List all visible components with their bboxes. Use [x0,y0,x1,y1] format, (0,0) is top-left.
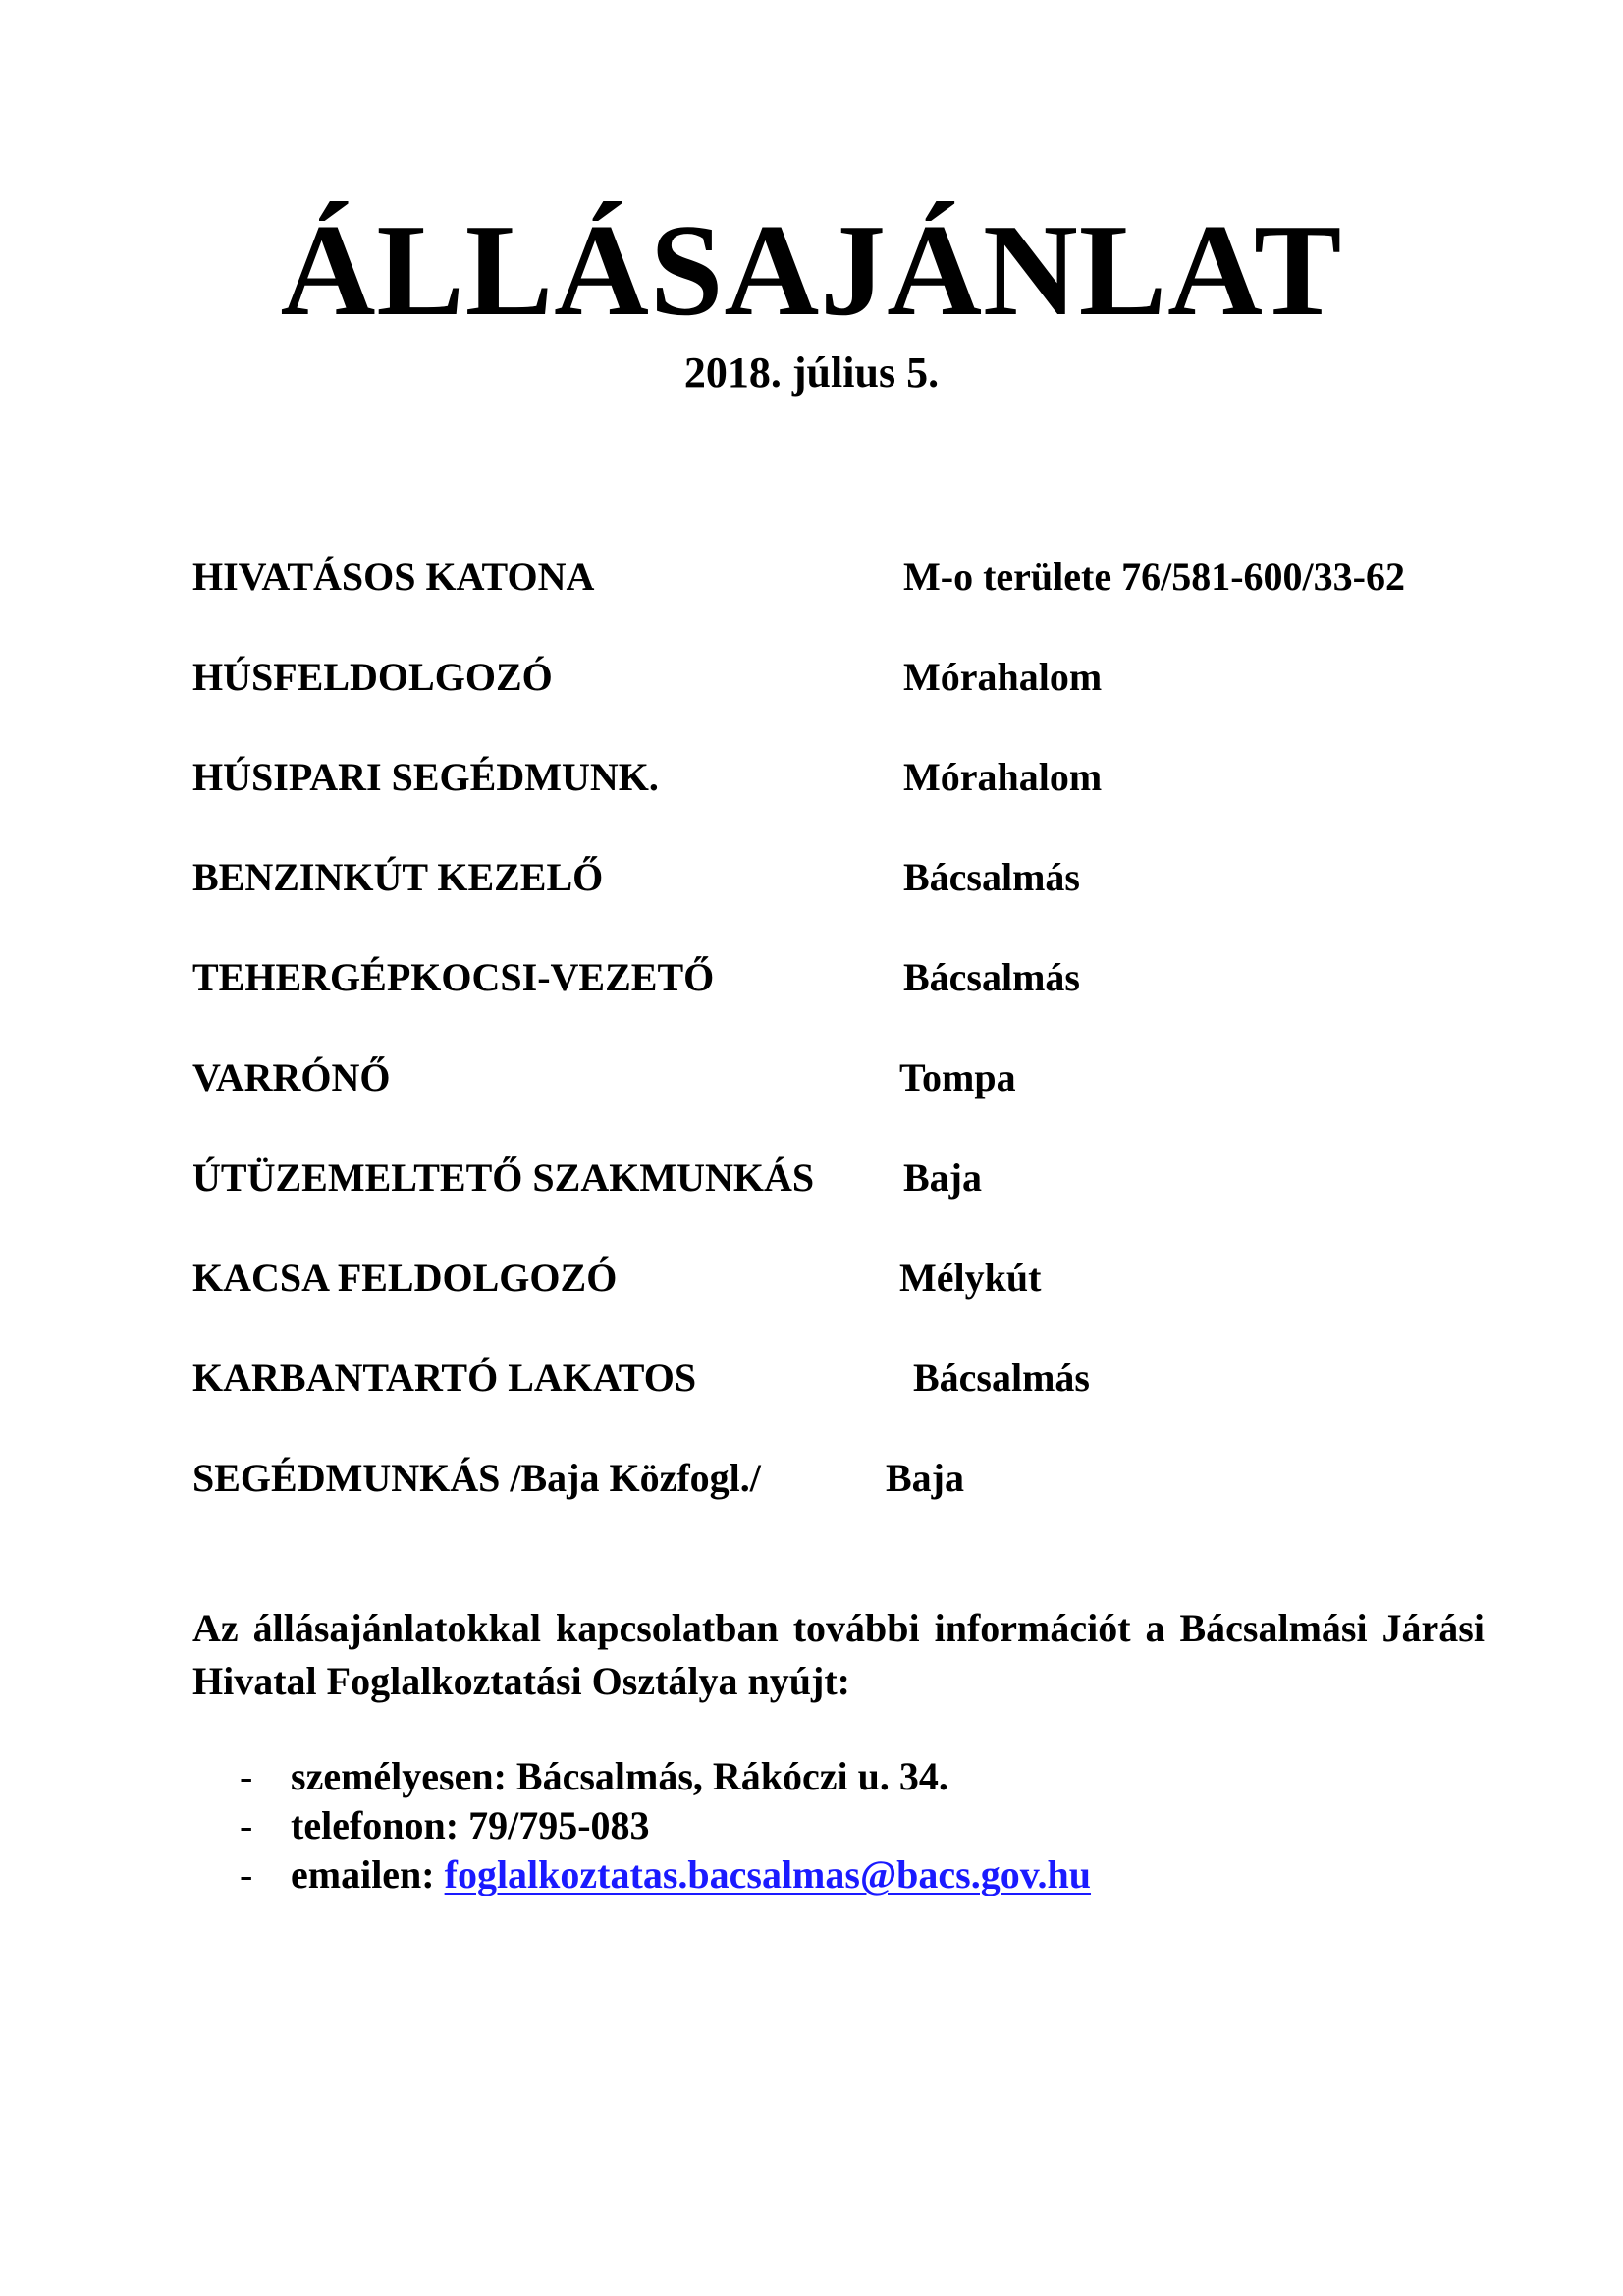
job-row [192,548,1528,607]
job-title: KARBANTARTÓ LAKATOS [192,1356,697,1400]
document-title: ÁLLÁSAJÁNLAT [280,197,1343,343]
contact-email-line [291,1850,1091,1899]
job-row [192,648,1528,707]
job-title: KACSA FELDOLGOZÓ [192,1255,618,1300]
info-paragraph: Az állásajánlatokkal kapcsolatban további információt a Bácsalmási Járási Hivatal Foglalkoztatási Osztálya nyújt: [192,1606,1485,1703]
contact-phone-number: telefonon: 79/795-083 [291,1803,650,1847]
job-location: Bácsalmás [903,855,1080,899]
list-dash: - [240,1852,253,1896]
job-row [192,848,1528,907]
job-title: VARRÓNŐ [192,1055,391,1099]
job-location: Mélykút [899,1255,1042,1300]
job-location: M-o területe 76/581-600/33-62 [903,555,1405,599]
job-title: SEGÉDMUNKÁS /Baja Közfogl./ [192,1456,761,1500]
job-location: Baja [903,1155,982,1200]
email-link[interactable]: foglalkoztatas.bacsalmas@bacs.gov.hu [444,1852,1092,1896]
job-title: TEHERGÉPKOCSI-VEZETŐ [192,955,715,999]
job-location: Mórahalom [903,655,1103,699]
job-row [192,1449,1528,1508]
document-date: 2018. július 5. [683,348,940,397]
contact-address: személyesen: Bácsalmás, Rákóczi u. 34. [291,1754,948,1798]
job-title: HIVATÁSOS KATONA [192,555,595,599]
job-location: Bácsalmás [913,1356,1090,1400]
job-location: Baja [886,1456,964,1500]
job-location: Tompa [899,1055,1016,1099]
job-row [192,748,1528,807]
job-title: BENZINKÚT KEZELŐ [192,855,604,899]
job-title: ÚTÜZEMELTETŐ SZAKMUNKÁS [192,1155,815,1200]
email-label: emailen: [291,1852,445,1896]
job-row [192,1349,1528,1408]
list-dash: - [240,1803,253,1847]
job-title: HÚSIPARI SEGÉDMUNK. [192,755,659,799]
job-row [192,948,1528,1007]
job-row [192,1148,1528,1207]
job-title: HÚSFELDOLGOZÓ [192,655,553,699]
job-row [192,1048,1528,1107]
job-row [192,1249,1528,1308]
list-dash: - [240,1754,253,1798]
job-location: Bácsalmás [903,955,1080,999]
job-location: Mórahalom [903,755,1103,799]
